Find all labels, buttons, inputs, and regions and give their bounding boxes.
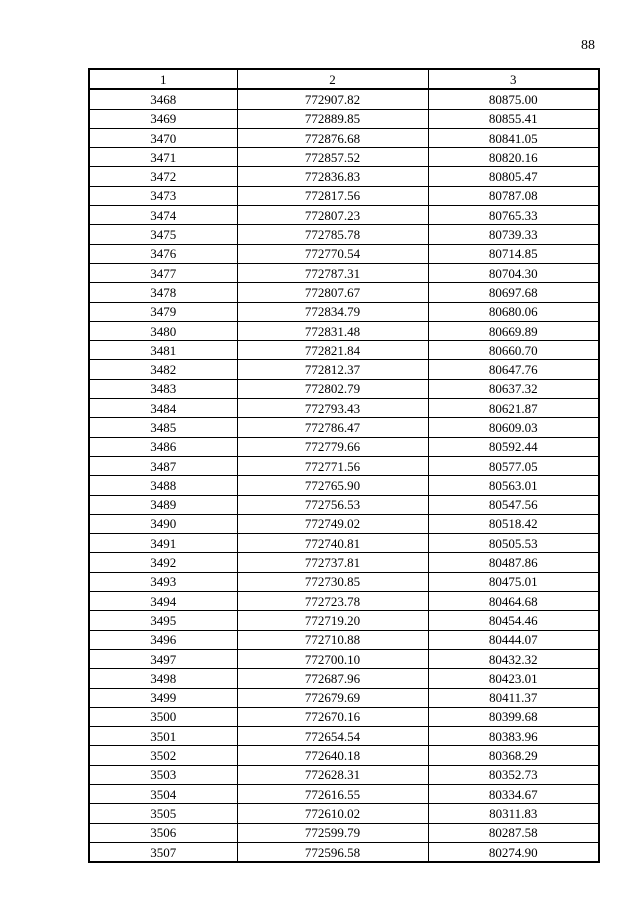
point-number-cell: 3470 [89,128,237,147]
table-row [89,186,599,205]
y-coordinate-cell: 80592.44 [428,437,599,456]
table-row [89,225,599,244]
table-row [89,283,599,302]
point-number-cell: 3507 [89,842,237,862]
point-number-cell: 3475 [89,225,237,244]
x-coordinate-cell: 772616.55 [237,784,428,803]
point-number-cell: 3496 [89,630,237,649]
table-row [89,727,599,746]
point-number-cell: 3504 [89,784,237,803]
y-coordinate-cell: 80352.73 [428,765,599,784]
point-number-cell: 3476 [89,244,237,263]
table-row [89,379,599,398]
y-coordinate-cell: 80547.56 [428,495,599,514]
table-row [89,437,599,456]
column-header-1: 1 [89,69,237,89]
y-coordinate-cell: 80432.32 [428,649,599,668]
x-coordinate-cell: 772821.84 [237,341,428,360]
x-coordinate-cell: 772687.96 [237,669,428,688]
x-coordinate-cell: 772817.56 [237,186,428,205]
point-number-cell: 3495 [89,611,237,630]
y-coordinate-cell: 80609.03 [428,418,599,437]
table-row [89,89,599,109]
y-coordinate-cell: 80647.76 [428,360,599,379]
x-coordinate-cell: 772857.52 [237,148,428,167]
point-number-cell: 3494 [89,592,237,611]
x-coordinate-cell: 772596.58 [237,842,428,862]
table-row [89,669,599,688]
y-coordinate-cell: 80820.16 [428,148,599,167]
y-coordinate-cell: 80464.68 [428,592,599,611]
point-number-cell: 3468 [89,89,237,109]
x-coordinate-cell: 772786.47 [237,418,428,437]
y-coordinate-cell: 80287.58 [428,823,599,842]
table-row [89,167,599,186]
table-row [89,456,599,475]
x-coordinate-cell: 772640.18 [237,746,428,765]
x-coordinate-cell: 772654.54 [237,727,428,746]
y-coordinate-cell: 80697.68 [428,283,599,302]
y-coordinate-cell: 80334.67 [428,784,599,803]
table-row [89,399,599,418]
point-number-cell: 3473 [89,186,237,205]
y-coordinate-cell: 80518.42 [428,514,599,533]
column-header-3: 3 [428,69,599,89]
table-row [89,128,599,147]
y-coordinate-cell: 80621.87 [428,399,599,418]
page-number: 88 [581,38,595,53]
point-number-cell: 3471 [89,148,237,167]
table-row [89,476,599,495]
point-number-cell: 3493 [89,572,237,591]
point-number-cell: 3482 [89,360,237,379]
table-row [89,360,599,379]
y-coordinate-cell: 80444.07 [428,630,599,649]
point-number-cell: 3477 [89,263,237,282]
point-number-cell: 3505 [89,804,237,823]
x-coordinate-cell: 772670.16 [237,707,428,726]
x-coordinate-cell: 772740.81 [237,534,428,553]
x-coordinate-cell: 772787.31 [237,263,428,282]
x-coordinate-cell: 772785.78 [237,225,428,244]
table-row [89,206,599,225]
y-coordinate-cell: 80399.68 [428,707,599,726]
x-coordinate-cell: 772807.67 [237,283,428,302]
point-number-cell: 3497 [89,649,237,668]
y-coordinate-cell: 80680.06 [428,302,599,321]
table-row [89,804,599,823]
table-row [89,611,599,630]
y-coordinate-cell: 80855.41 [428,109,599,128]
y-coordinate-cell: 80577.05 [428,456,599,475]
x-coordinate-cell: 772876.68 [237,128,428,147]
table-row [89,244,599,263]
point-number-cell: 3490 [89,514,237,533]
table-row [89,263,599,282]
point-number-cell: 3503 [89,765,237,784]
table-row [89,148,599,167]
x-coordinate-cell: 772756.53 [237,495,428,514]
y-coordinate-cell: 80637.32 [428,379,599,398]
table-row [89,765,599,784]
x-coordinate-cell: 772807.23 [237,206,428,225]
table-row [89,553,599,572]
coordinates-table [88,68,600,863]
point-number-cell: 3492 [89,553,237,572]
x-coordinate-cell: 772831.48 [237,321,428,340]
y-coordinate-cell: 80411.37 [428,688,599,707]
point-number-cell: 3479 [89,302,237,321]
point-number-cell: 3501 [89,727,237,746]
table-row [89,514,599,533]
point-number-cell: 3498 [89,669,237,688]
y-coordinate-cell: 80423.01 [428,669,599,688]
x-coordinate-cell: 772770.54 [237,244,428,263]
y-coordinate-cell: 80841.05 [428,128,599,147]
table-row [89,495,599,514]
y-coordinate-cell: 80475.01 [428,572,599,591]
table-row [89,592,599,611]
point-number-cell: 3472 [89,167,237,186]
y-coordinate-cell: 80454.46 [428,611,599,630]
point-number-cell: 3469 [89,109,237,128]
table-row [89,688,599,707]
point-number-cell: 3488 [89,476,237,495]
y-coordinate-cell: 80660.70 [428,341,599,360]
point-number-cell: 3485 [89,418,237,437]
x-coordinate-cell: 772834.79 [237,302,428,321]
point-number-cell: 3483 [89,379,237,398]
y-coordinate-cell: 80805.47 [428,167,599,186]
x-coordinate-cell: 772710.88 [237,630,428,649]
point-number-cell: 3499 [89,688,237,707]
point-number-cell: 3506 [89,823,237,842]
x-coordinate-cell: 772836.83 [237,167,428,186]
table-row [89,823,599,842]
table-row [89,302,599,321]
point-number-cell: 3484 [89,399,237,418]
y-coordinate-cell: 80383.96 [428,727,599,746]
x-coordinate-cell: 772700.10 [237,649,428,668]
x-coordinate-cell: 772599.79 [237,823,428,842]
y-coordinate-cell: 80704.30 [428,263,599,282]
y-coordinate-cell: 80787.08 [428,186,599,205]
x-coordinate-cell: 772802.79 [237,379,428,398]
x-coordinate-cell: 772779.66 [237,437,428,456]
y-coordinate-cell: 80765.33 [428,206,599,225]
table-row [89,321,599,340]
table-row [89,707,599,726]
point-number-cell: 3480 [89,321,237,340]
table-row [89,746,599,765]
x-coordinate-cell: 772723.78 [237,592,428,611]
x-coordinate-cell: 772628.31 [237,765,428,784]
y-coordinate-cell: 80563.01 [428,476,599,495]
x-coordinate-cell: 772719.20 [237,611,428,630]
y-coordinate-cell: 80875.00 [428,89,599,109]
y-coordinate-cell: 80739.33 [428,225,599,244]
x-coordinate-cell: 772889.85 [237,109,428,128]
table-row [89,630,599,649]
x-coordinate-cell: 772749.02 [237,514,428,533]
x-coordinate-cell: 772907.82 [237,89,428,109]
y-coordinate-cell: 80505.53 [428,534,599,553]
table-row [89,109,599,128]
point-number-cell: 3491 [89,534,237,553]
y-coordinate-cell: 80311.83 [428,804,599,823]
point-number-cell: 3478 [89,283,237,302]
point-number-cell: 3489 [89,495,237,514]
point-number-cell: 3500 [89,707,237,726]
point-number-cell: 3474 [89,206,237,225]
x-coordinate-cell: 772610.02 [237,804,428,823]
point-number-cell: 3502 [89,746,237,765]
y-coordinate-cell: 80714.85 [428,244,599,263]
table-body [89,89,599,862]
table-row [89,418,599,437]
x-coordinate-cell: 772679.69 [237,688,428,707]
x-coordinate-cell: 772730.85 [237,572,428,591]
x-coordinate-cell: 772737.81 [237,553,428,572]
point-number-cell: 3486 [89,437,237,456]
table-row [89,842,599,862]
table-row [89,649,599,668]
point-number-cell: 3487 [89,456,237,475]
x-coordinate-cell: 772793.43 [237,399,428,418]
table-row [89,572,599,591]
table-header [89,69,599,89]
column-header-2: 2 [237,69,428,89]
x-coordinate-cell: 772765.90 [237,476,428,495]
table-row [89,341,599,360]
y-coordinate-cell: 80669.89 [428,321,599,340]
header-row [89,69,599,89]
x-coordinate-cell: 772771.56 [237,456,428,475]
table-row [89,534,599,553]
point-number-cell: 3481 [89,341,237,360]
y-coordinate-cell: 80368.29 [428,746,599,765]
x-coordinate-cell: 772812.37 [237,360,428,379]
y-coordinate-cell: 80274.90 [428,842,599,862]
y-coordinate-cell: 80487.86 [428,553,599,572]
table-row [89,784,599,803]
